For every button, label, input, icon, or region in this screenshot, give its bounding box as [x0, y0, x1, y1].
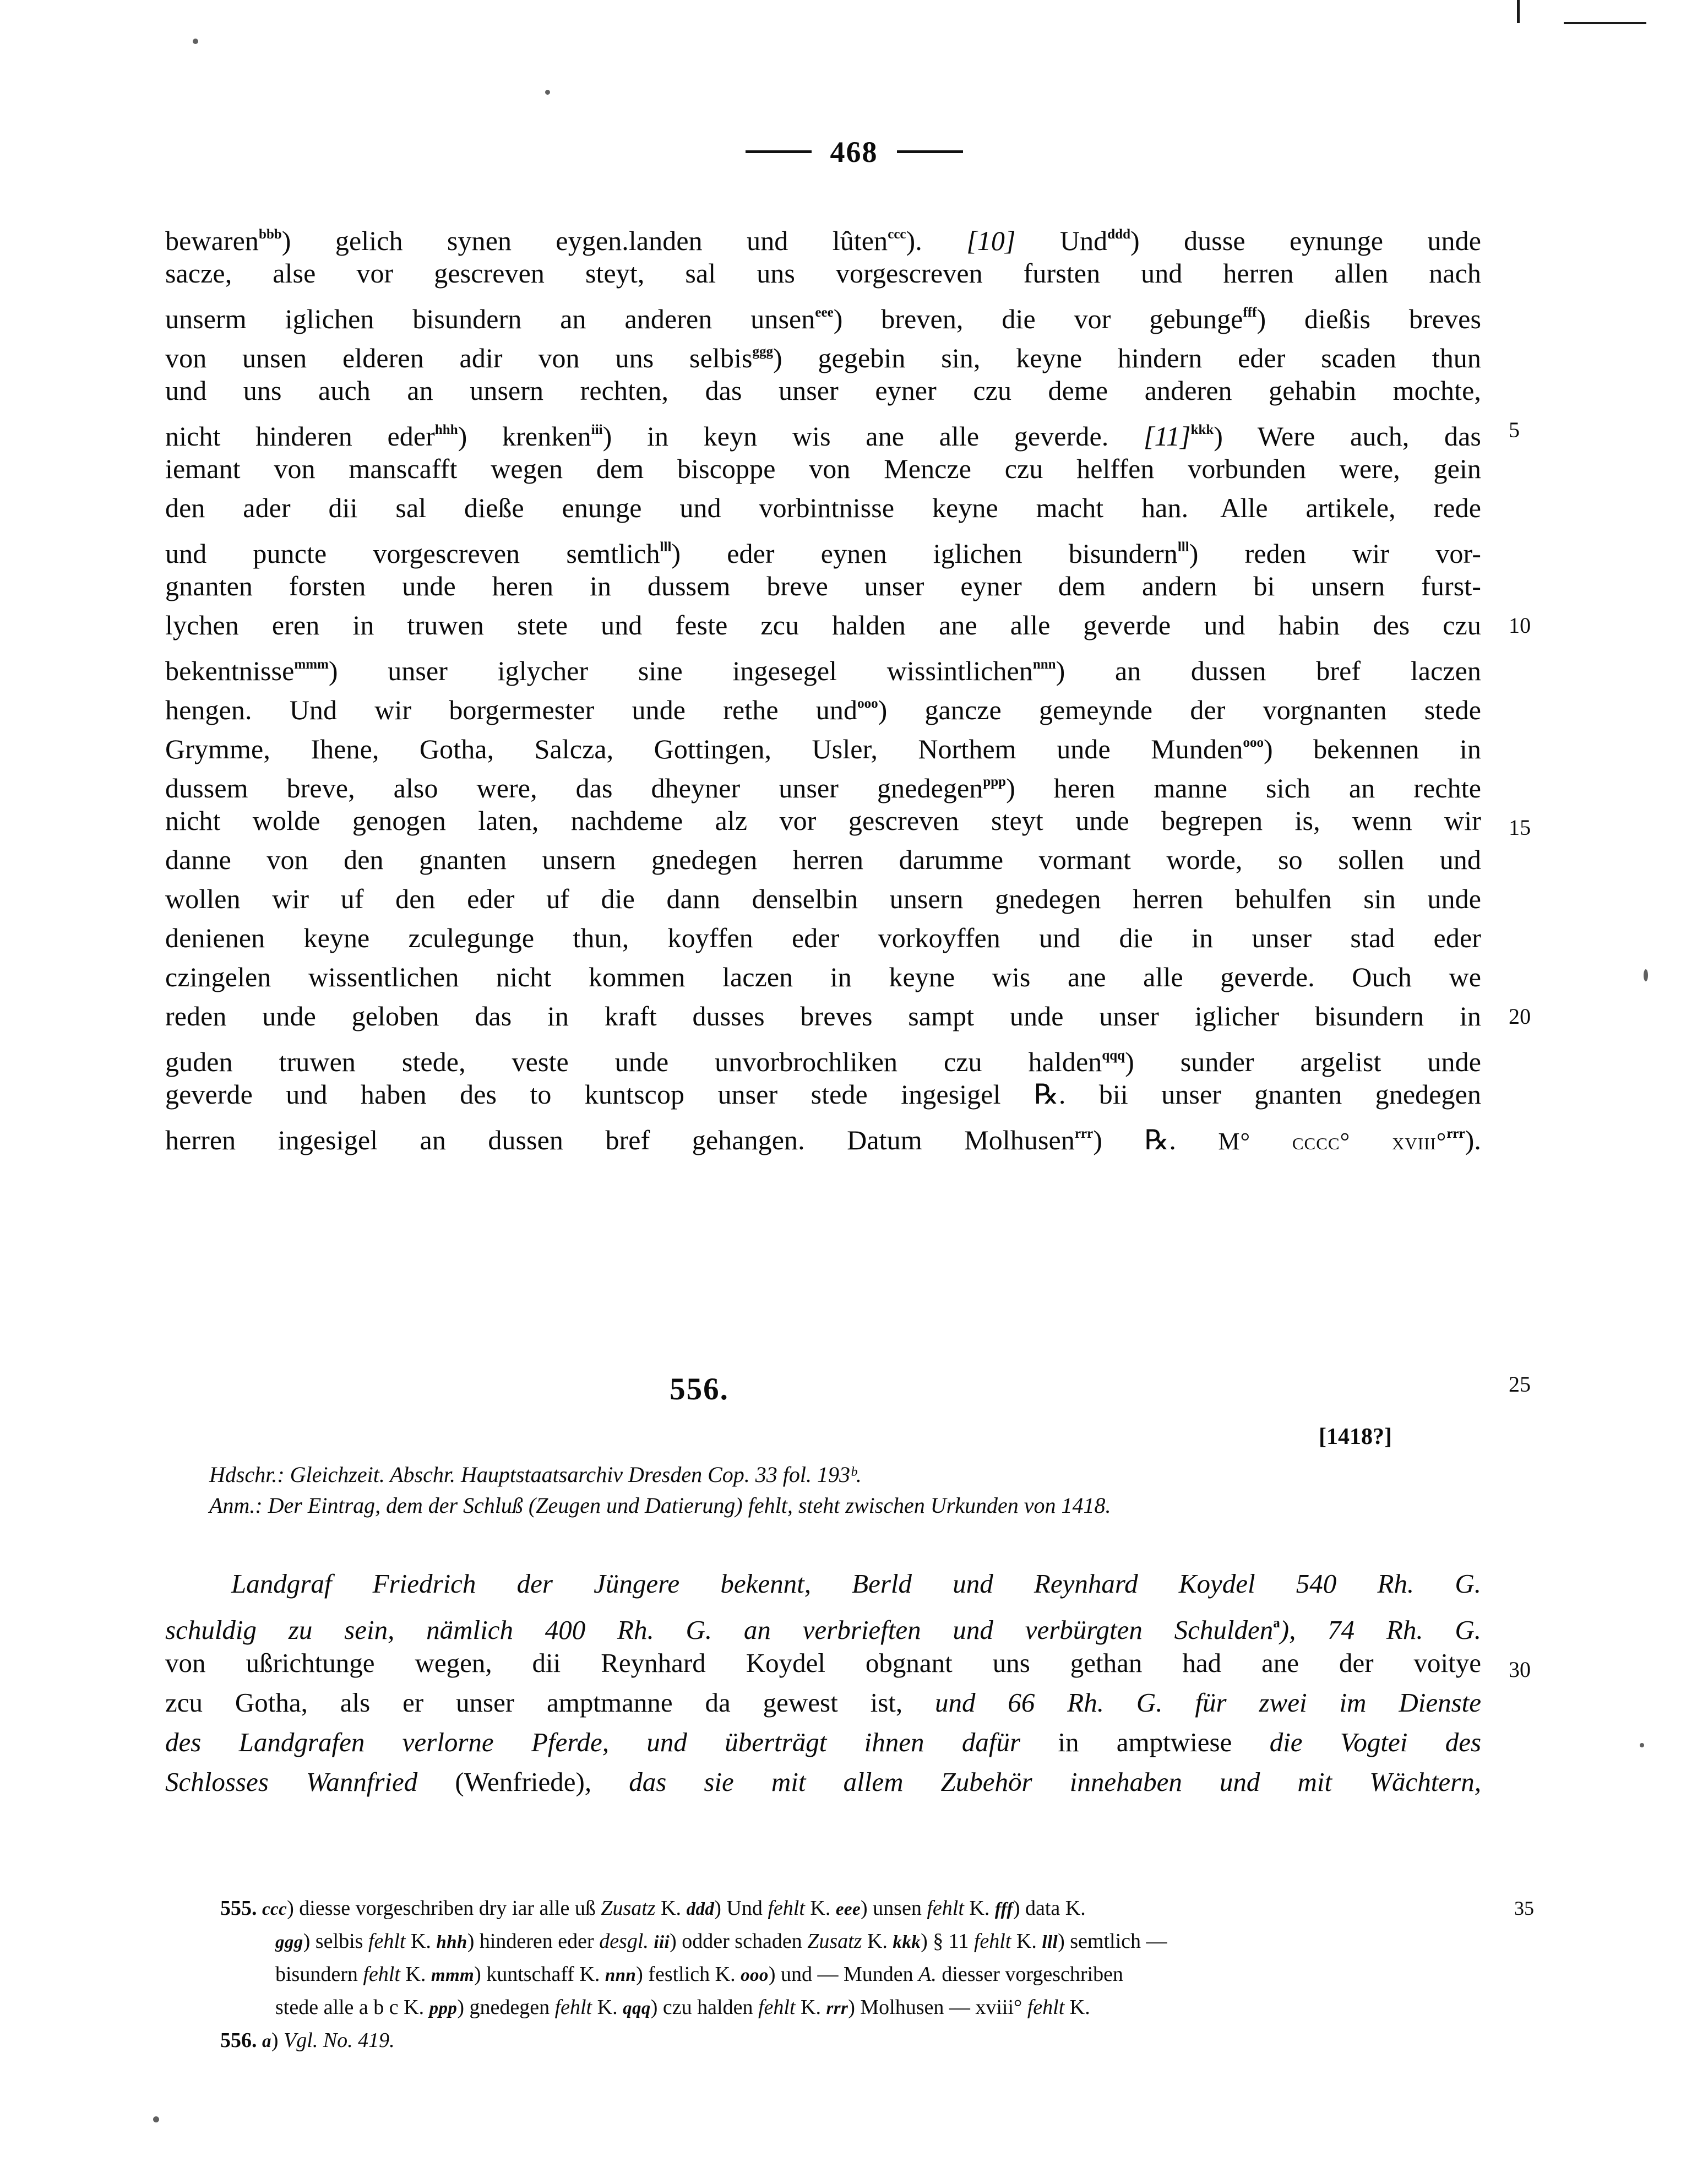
- line-content: [165, 488, 1481, 528]
- text-line: [165, 488, 1481, 528]
- text-run: ) gelich synen eygen.landen und lûten: [281, 225, 888, 256]
- footnote-marker: ccc: [888, 227, 906, 242]
- text-run: K.: [1011, 1930, 1042, 1953]
- text-run: K.: [804, 1897, 836, 1920]
- text-run: ) Und: [714, 1897, 768, 1920]
- italic-text: [11]: [1143, 421, 1191, 452]
- italic-text: die Vogtei des: [1269, 1727, 1482, 1757]
- text-run: bekentnisse: [165, 655, 295, 686]
- text-line: [165, 528, 1481, 567]
- scan-speck: [545, 90, 550, 95]
- text-run: ) gnedegen: [457, 1996, 555, 2019]
- footnote-marker: ppp: [983, 774, 1007, 789]
- margin-line-number: 5: [1509, 417, 1520, 442]
- text-run: K.: [862, 1930, 893, 1953]
- text-run: ) festlich K.: [636, 1963, 741, 1986]
- text-run: ) odder schaden: [670, 1930, 808, 1953]
- footnote-marker: bbb: [259, 227, 282, 242]
- regest-line: [165, 1643, 1481, 1683]
- italic-text: desgl.: [599, 1930, 649, 1953]
- italic-text: fehlt: [927, 1897, 964, 1920]
- text-line: [165, 919, 1481, 958]
- text-run: den ader dii sal dieße enunge und vorbintnisse keyne macht han.: [165, 492, 1189, 523]
- text-line: [165, 215, 1481, 254]
- text-line: [165, 332, 1481, 371]
- footnote-marker: iii: [591, 422, 603, 437]
- text-run: ) in keyn wis ane alle geverde.: [602, 421, 1144, 452]
- text-run: nicht hinderen eder: [165, 421, 435, 452]
- text-line: [165, 293, 1481, 332]
- text-run: und puncte vorgescreven semtlich: [165, 538, 660, 569]
- apparatus-key: lll: [1042, 1932, 1058, 1952]
- text-run: unserm iglichen bisundern an anderen unsen: [165, 303, 815, 334]
- line-content: [165, 1683, 1481, 1723]
- italic-text: schuldig zu sein, nämlich 400 Rh. G. an verbrieften und verbürgten Schulden: [165, 1615, 1274, 1645]
- text-run: zcu Gotha, als er unser amptmanne da gewest ist,: [165, 1687, 935, 1718]
- italic-text: fehlt: [1027, 1996, 1065, 2019]
- apparatus-key: ggg: [275, 1932, 303, 1952]
- regest-line: [165, 1762, 1481, 1802]
- text-run: bisundern: [275, 1963, 363, 1986]
- text-run: ) und — Munden: [768, 1963, 919, 1986]
- apparatus-key: rrr: [826, 1999, 848, 2018]
- apparatus-key: iii: [654, 1932, 670, 1952]
- footnote-marker: qqq: [1102, 1048, 1125, 1063]
- text-run: [649, 1930, 654, 1953]
- apparatus-key: fff: [994, 1899, 1013, 1919]
- italic-text: Schlosses Wannfried: [165, 1767, 455, 1797]
- line-content: [165, 606, 1481, 645]
- bold-text: 556.: [220, 2029, 262, 2052]
- text-run: ) dusse eynunge unde: [1130, 225, 1482, 256]
- footnote-marker: ggg: [752, 344, 774, 359]
- text-run: guden truwen stede, veste unde unvorbrochliken czu halden: [165, 1046, 1102, 1077]
- text-run: ) Were auch, das: [1214, 421, 1481, 452]
- text-run: ) diesse vorgeschriben dry iar alle uß: [287, 1897, 601, 1920]
- apparatus-line: [220, 2024, 1492, 2057]
- footnote-marker: ooo: [1243, 735, 1264, 750]
- page-number: 468: [830, 135, 878, 169]
- margin-line-number: 35: [1514, 1897, 1534, 1919]
- document-date-bracket: [1418?]: [1319, 1424, 1392, 1449]
- footnote-marker: lll: [660, 540, 672, 555]
- margin-line-number: 15: [1509, 815, 1531, 840]
- footnote-marker: fff: [1243, 305, 1257, 320]
- apparatus-key: nnn: [605, 1965, 637, 1985]
- text-run: ) gegebin sin, keyne hindern eder scaden thun: [773, 343, 1481, 373]
- text-run: ) sunder argelist unde: [1125, 1046, 1481, 1077]
- regest-line: [165, 1723, 1481, 1762]
- text-run: ) ℞.: [1093, 1125, 1219, 1155]
- line-content: [165, 801, 1481, 840]
- footnote-marker: ddd: [1107, 227, 1130, 242]
- line-content: [165, 254, 1481, 293]
- footnote-marker: lll: [1177, 540, 1189, 555]
- line-content: [165, 1075, 1481, 1114]
- text-run: dussem breve, also were, das dheyner unser gnedegen: [165, 773, 983, 803]
- italic-text: Vgl. No. 419.: [284, 2029, 395, 2052]
- line-content: [165, 1564, 1481, 1604]
- scan-speck: [153, 2116, 159, 2122]
- text-run: herren ingesigel an dussen bref gehangen. Datum Molhusen: [165, 1125, 1075, 1155]
- text-line: [165, 606, 1481, 645]
- text-line: [165, 840, 1481, 879]
- footnote-apparatus: [220, 1892, 1534, 2057]
- text-run: denienen keyne zculegunge thun, koyffen eder vorkoyffen und die in unser stad eder: [165, 922, 1481, 953]
- footnote-marker: kkk: [1190, 422, 1214, 437]
- apparatus-line: [220, 1892, 1534, 1925]
- text-run: ) reden wir vor-: [1189, 538, 1481, 569]
- footnote-marker: ooo: [857, 696, 878, 711]
- italic-text: des Landgrafen verlorne Pferde, und überträgt ihnen dafür: [165, 1727, 1058, 1757]
- apparatus-key: qqq: [623, 1999, 651, 2018]
- text-line: [165, 997, 1481, 1036]
- bold-text: 555.: [220, 1897, 262, 1920]
- text-run: ) semtlich —: [1058, 1930, 1167, 1953]
- italic-text: fehlt: [363, 1963, 400, 1986]
- page-header: [0, 135, 1708, 169]
- text-run: ) data K.: [1013, 1897, 1086, 1920]
- line-content: [165, 1762, 1481, 1802]
- scan-speck: [1644, 969, 1648, 981]
- apparatus-line: [220, 1991, 1492, 2024]
- apparatus-key: a: [262, 2032, 271, 2051]
- footnote-marker: a: [1273, 1616, 1280, 1631]
- text-run: von unsen elderen adir von uns selbis: [165, 343, 753, 373]
- text-run: K.: [1064, 1996, 1090, 2019]
- footnote-marker: eee: [815, 305, 834, 320]
- text-run: ) gancze gemeynde der vorgnanten stede: [878, 694, 1481, 725]
- manuscript-source-note: Hdschr.: Gleichzeit. Abschr. Hauptstaatsarchiv Dresden Cop. 33 fol. 193ᵇ.: [209, 1462, 862, 1487]
- line-content: [165, 879, 1481, 919]
- text-run: ).: [906, 225, 967, 256]
- header-rule-right: [897, 150, 963, 153]
- line-content: [165, 1643, 1481, 1683]
- text-run: K.: [592, 1996, 623, 2019]
- text-run: Alle artikele, rede: [1220, 492, 1481, 523]
- regest-line: [165, 1564, 1481, 1604]
- text-run: ) heren manne sich an rechte: [1006, 773, 1481, 803]
- editorial-annotation-note: Anm.: Der Eintrag, dem der Schluß (Zeugen und Datierung) fehlt, steht zwischen Urkunden von 1418.: [209, 1493, 1111, 1518]
- apparatus-key: ppp: [429, 1999, 458, 2018]
- margin-line-number: 10: [1509, 613, 1531, 638]
- italic-text: Zusatz: [807, 1930, 862, 1953]
- text-line: [165, 1114, 1481, 1153]
- text-run: ) bekennen in: [1263, 734, 1482, 764]
- document-number-heading: 556.: [670, 1372, 729, 1407]
- margin-line-number: 20: [1509, 1004, 1531, 1029]
- text-run: lychen eren in truwen stete und feste zcu halden ane alle geverde und habin des czu: [165, 610, 1481, 640]
- text-run: ) kuntschaff K.: [474, 1963, 605, 1986]
- footnote-marker: mmm: [294, 657, 329, 672]
- line-content: [165, 840, 1481, 879]
- apparatus-key: ccc: [262, 1899, 287, 1919]
- text-line: [165, 723, 1481, 762]
- italic-text: Zusatz: [601, 1897, 656, 1920]
- header-rule-left: [746, 150, 812, 153]
- regest-line: [165, 1683, 1481, 1723]
- line-content: [165, 919, 1481, 958]
- text-run: geverde und haben des to kuntscop unser stede ingesigel ℞. bii unser gnanten gnedegen: [165, 1079, 1481, 1110]
- footnote-marker: rrr: [1074, 1126, 1094, 1141]
- text-run: (Wenfriede): [455, 1767, 585, 1797]
- text-run: stede alle a b c K.: [275, 1996, 429, 2019]
- text-run: ) an dussen bref laczen: [1056, 655, 1481, 686]
- text-run: ) Molhusen — xviii°: [848, 1996, 1027, 2019]
- regest-block: [165, 1564, 1531, 1802]
- apparatus-line: [220, 1958, 1492, 1991]
- text-run: in amptwiese: [1058, 1727, 1270, 1757]
- text-run: K.: [400, 1963, 431, 1986]
- text-run: nicht wolde genogen laten, nachdeme alz vor gescreven steyt unde begrepen is, wenn wir: [165, 805, 1481, 836]
- text-line: [165, 410, 1481, 452]
- italic-text: fehlt: [368, 1930, 406, 1953]
- italic-text: fehlt: [758, 1996, 796, 2019]
- italic-text: , das sie mit allem Zubehör innehaben und mit Wächtern,: [584, 1767, 1481, 1797]
- text-run: wollen wir uf den eder uf die dann denselbin unsern gnedegen herren behulfen sin unde: [165, 883, 1481, 914]
- apparatus-key: eee: [835, 1899, 861, 1919]
- line-content: [165, 449, 1481, 488]
- small-caps-text: M° cccc° xviii°: [1218, 1128, 1447, 1155]
- apparatus-key: hhh: [436, 1932, 467, 1952]
- main-text-block: [165, 215, 1531, 1155]
- text-run: ) eder eynen iglichen bisundern: [671, 538, 1178, 569]
- text-run: Und: [1015, 225, 1108, 256]
- italic-text: fehlt: [768, 1897, 805, 1920]
- apparatus-key: kkk: [893, 1932, 921, 1952]
- text-line: [165, 801, 1481, 840]
- text-run: sacze, alse vor gescreven steyt, sal uns vorgescreven fursten und herren allen nach: [165, 258, 1481, 289]
- line-content: [165, 567, 1481, 606]
- text-line: [165, 254, 1481, 293]
- footnote-marker: rrr: [1446, 1126, 1465, 1141]
- text-run: hengen. Und wir borgermester unde rethe und: [165, 694, 858, 725]
- text-run: ): [271, 2029, 284, 2052]
- text-line: [165, 1075, 1481, 1114]
- text-run: ) hinderen eder: [467, 1930, 600, 1953]
- text-run: und uns auch an unsern rechten, das unser eyner czu deme anderen gehabin mochte,: [165, 375, 1481, 406]
- text-run: ) unsen: [861, 1897, 927, 1920]
- text-run: ) § 11: [921, 1930, 974, 1953]
- text-run: iemant von manscafft wegen dem biscoppe von Mencze czu helffen vorbunden were, gein: [165, 453, 1481, 484]
- line-content: [165, 958, 1481, 997]
- italic-text: fehlt: [554, 1996, 592, 2019]
- scan-edge-mark: [1517, 0, 1520, 23]
- apparatus-key: ooo: [741, 1965, 769, 1985]
- footnote-marker: nnn: [1032, 657, 1056, 672]
- line-content: [165, 1114, 1481, 1161]
- text-run: ) czu halden: [650, 1996, 758, 2019]
- text-run: czingelen wissentlichen nicht kommen laczen in keyne wis ane alle geverde. Ouch we: [165, 962, 1481, 992]
- text-run: ) dießis breves: [1256, 303, 1482, 334]
- italic-text: ), 74 Rh. G.: [1280, 1615, 1481, 1645]
- text-run: von ußrichtunge wegen, dii Reynhard Koydel obgnant uns gethan had ane der voitye: [165, 1648, 1481, 1678]
- italic-text: [10]: [966, 225, 1016, 256]
- text-run: ) unser iglycher sine ingesegel wissintlichen: [328, 655, 1033, 686]
- text-run: K.: [405, 1930, 437, 1953]
- text-run: ) breven, die vor gebunge: [833, 303, 1243, 334]
- text-line: [165, 684, 1481, 723]
- italic-text: Landgraf Friedrich der Jüngere bekennt, Berld und Reynhard Koydel 540 Rh. G.: [231, 1568, 1481, 1599]
- italic-text: und 66 Rh. G. für zwei im Dienste: [935, 1687, 1482, 1718]
- text-run: danne von den gnanten unsern gnedegen herren darumme vormant worde, so sollen und: [165, 844, 1481, 875]
- text-line: [165, 449, 1481, 488]
- text-run: bewaren: [165, 225, 259, 256]
- scan-speck: [193, 39, 198, 44]
- italic-text: fehlt: [973, 1930, 1011, 1953]
- text-run: K.: [964, 1897, 995, 1920]
- text-line: [165, 645, 1481, 684]
- apparatus-key: ddd: [686, 1899, 715, 1919]
- line-number-25: 25: [1509, 1372, 1531, 1397]
- text-line: [165, 1036, 1481, 1075]
- italic-text: A.: [918, 1963, 937, 1986]
- text-run: K.: [655, 1897, 687, 1920]
- margin-line-number: 30: [1509, 1657, 1531, 1682]
- line-content: [165, 371, 1481, 410]
- text-run: diesser vorgeschriben: [936, 1963, 1123, 1986]
- scan-edge-mark: [1564, 22, 1646, 24]
- text-run: reden unde geloben das in kraft dusses breves sampt unde unser iglicher bisundern in: [165, 1001, 1481, 1031]
- text-run: gnanten forsten unde heren in dussem breve unser eyner dem andern bi unsern furst-: [165, 571, 1481, 601]
- text-line: [165, 879, 1481, 919]
- line-content: [165, 997, 1481, 1036]
- scan-speck: [1640, 1743, 1644, 1747]
- text-run: ).: [1465, 1125, 1481, 1155]
- text-run: Grymme, Ihene, Gotha, Salcza, Gottingen, Usler, Northem unde Munden: [165, 734, 1243, 764]
- text-run: K.: [795, 1996, 826, 2019]
- line-content: [165, 1723, 1481, 1762]
- text-run: ) selbis: [303, 1930, 368, 1953]
- text-run: ) krenken: [458, 421, 591, 452]
- footnote-marker: hhh: [434, 422, 458, 437]
- apparatus-key: mmm: [431, 1965, 475, 1985]
- apparatus-line: [220, 1925, 1492, 1958]
